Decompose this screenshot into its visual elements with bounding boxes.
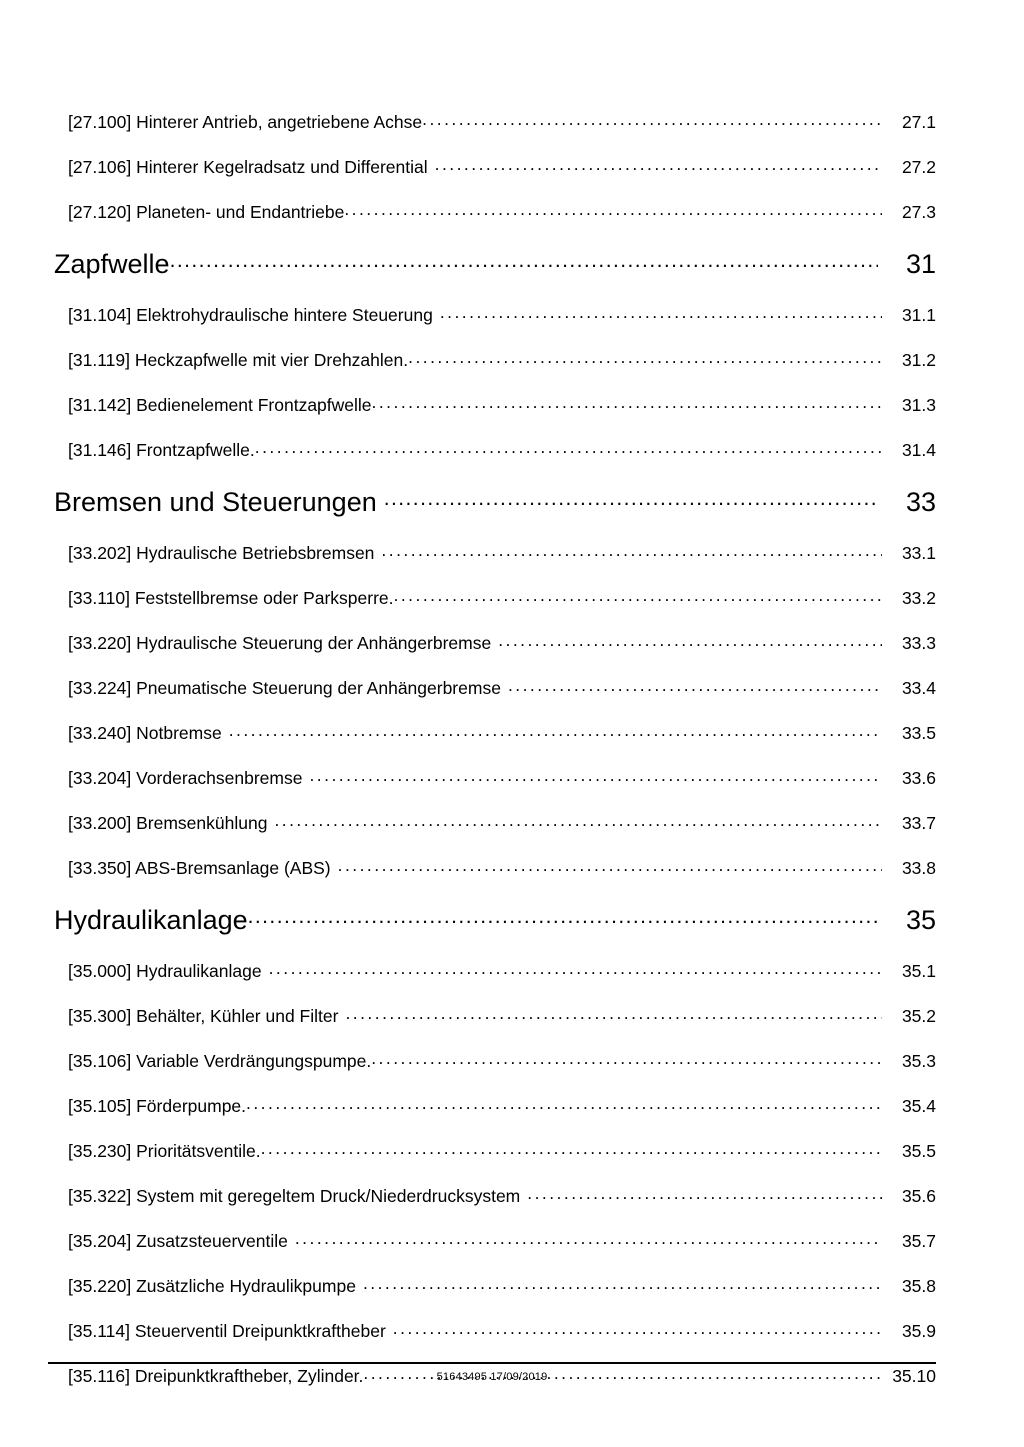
toc-entry-page-number: 27.2 — [901, 157, 936, 177]
toc-section-row[interactable] — [48, 473, 936, 531]
table-of-contents — [48, 100, 936, 1399]
toc-entry-label: [33.224] Pneumatische Steuerung der Anhängerbremse — [68, 678, 501, 698]
toc-entry-label: [31.146] Frontzapfwelle. — [68, 440, 255, 460]
toc-entry-label: [31.142] Bedienelement Frontzapfwelle — [68, 395, 372, 415]
dot-leader — [435, 142, 882, 187]
dot-leader — [363, 1261, 882, 1306]
toc-entry-page-number: 31.2 — [901, 350, 936, 370]
toc-entry-page-number: 33.2 — [901, 588, 936, 608]
toc-entry-page-number: 33.7 — [901, 813, 936, 833]
toc-section-label: Bremsen und Steuerungen — [54, 487, 377, 517]
toc-entry-label: [33.202] Hydraulische Betriebsbremsen — [68, 543, 375, 563]
toc-entry-label: [33.240] Notbremse — [68, 723, 222, 743]
toc-entry-row[interactable] — [48, 145, 936, 190]
toc-entry-row[interactable] — [48, 666, 936, 711]
dot-leader — [344, 187, 882, 232]
dot-leader — [269, 946, 882, 991]
toc-entry-label: [35.220] Zusätzliche Hydraulikpumpe — [68, 1276, 356, 1296]
toc-section-label: Hydraulikanlage — [54, 905, 248, 935]
dot-leader — [309, 753, 882, 798]
toc-entry-label: [33.220] Hydraulische Steuerung der Anhängerbremse — [68, 633, 492, 653]
toc-entry-row[interactable] — [48, 994, 936, 1039]
toc-entry-row[interactable] — [48, 100, 936, 145]
toc-section-page-number: 31 — [905, 249, 936, 279]
toc-entry-row[interactable] — [48, 1039, 936, 1084]
toc-entry-page-number: 31.1 — [901, 305, 936, 325]
toc-entry-page-number: 35.5 — [901, 1141, 936, 1161]
toc-entry-row[interactable] — [48, 1219, 936, 1264]
dot-leader — [170, 229, 878, 290]
toc-entry-label: [35.322] System mit geregeltem Druck/Niederdrucksystem — [68, 1186, 521, 1206]
toc-entry-page-number: 35.7 — [901, 1231, 936, 1251]
toc-entry-row[interactable] — [48, 1129, 936, 1174]
toc-entry-page-number: 35.6 — [901, 1186, 936, 1206]
toc-entry-page-number: 33.6 — [901, 768, 936, 788]
dot-leader — [255, 425, 882, 470]
toc-entry-page-number: 35.4 — [901, 1096, 936, 1116]
toc-entry-page-number: 35.2 — [901, 1006, 936, 1026]
toc-entry-row[interactable] — [48, 1264, 936, 1309]
dot-leader — [246, 1081, 882, 1126]
footer-text: 51643495 17/09/2019 — [436, 1371, 548, 1383]
dot-leader — [371, 1036, 882, 1081]
toc-entry-row[interactable] — [48, 1309, 936, 1354]
dot-leader — [393, 1306, 882, 1351]
toc-entry-label: [31.104] Elektrohydraulische hintere Steuerung — [68, 305, 433, 325]
dot-leader — [440, 290, 882, 335]
toc-entry-page-number: 27.3 — [901, 202, 936, 222]
dot-leader — [338, 843, 882, 888]
toc-entry-row[interactable] — [48, 338, 936, 383]
toc-entry-label: [35.230] Prioritätsventile. — [68, 1141, 261, 1161]
toc-entry-page-number: 27.1 — [901, 112, 936, 132]
dot-leader — [422, 97, 882, 142]
dot-leader — [384, 467, 878, 528]
toc-entry-label: [33.204] Vorderachsenbremse — [68, 768, 303, 788]
footer-divider — [48, 1362, 936, 1364]
toc-entry-label: [27.100] Hinterer Antrieb, angetriebene Achse — [68, 112, 423, 132]
toc-entry-label: [33.200] Bremsenkühlung — [68, 813, 268, 833]
toc-entry-label: [27.106] Hinterer Kegelradsatz und Differential — [68, 157, 428, 177]
toc-entry-label: [31.119] Heckzapfwelle mit vier Drehzahlen. — [68, 350, 409, 370]
dot-leader — [381, 528, 882, 573]
toc-entry-page-number: 33.4 — [901, 678, 936, 698]
toc-entry-page-number: 33.1 — [901, 543, 936, 563]
toc-entry-page-number: 31.3 — [901, 395, 936, 415]
toc-entry-label: [35.204] Zusatzsteuerventile — [68, 1231, 288, 1251]
toc-entry-row[interactable] — [48, 711, 936, 756]
dot-leader — [527, 1171, 882, 1216]
toc-entry-label: [35.300] Behälter, Kühler und Filter — [68, 1006, 339, 1026]
dot-leader — [408, 335, 882, 380]
toc-entry-label: [35.114] Steuerventil Dreipunktkraftheber — [68, 1321, 386, 1341]
toc-entry-row[interactable] — [48, 531, 936, 576]
toc-entry-label: [35.105] Förderpumpe. — [68, 1096, 247, 1116]
dot-leader — [229, 708, 882, 753]
toc-entry-row[interactable] — [48, 383, 936, 428]
toc-entry-row[interactable] — [48, 293, 936, 338]
toc-entry-page-number: 31.4 — [901, 440, 936, 460]
dot-leader — [394, 573, 882, 618]
dot-leader — [372, 380, 882, 425]
toc-entry-page-number: 33.5 — [901, 723, 936, 743]
dot-leader — [261, 1126, 882, 1171]
page-footer — [48, 1362, 936, 1383]
toc-entry-row[interactable] — [48, 576, 936, 621]
toc-entry-label: [33.350] ABS-Bremsanlage (ABS) — [68, 858, 331, 878]
toc-entry-page-number: 35.8 — [901, 1276, 936, 1296]
dot-leader — [508, 663, 882, 708]
toc-entry-label: [35.106] Variable Verdrängungspumpe. — [68, 1051, 372, 1071]
toc-section-row[interactable] — [48, 235, 936, 293]
toc-entry-row[interactable] — [48, 949, 936, 994]
toc-entry-page-number: 35.1 — [901, 961, 936, 981]
toc-entry-label: [35.000] Hydraulikanlage — [68, 961, 262, 981]
toc-section-label: Zapfwelle — [54, 249, 170, 279]
dot-leader — [345, 991, 882, 1036]
toc-entry-row[interactable] — [48, 1084, 936, 1129]
toc-section-row[interactable] — [48, 891, 936, 949]
toc-entry-row[interactable] — [48, 1174, 936, 1219]
toc-entry-page-number: 33.8 — [901, 858, 936, 878]
toc-entry-row[interactable] — [48, 801, 936, 846]
toc-entry-page-number: 35.10 — [892, 1366, 936, 1386]
toc-entry-row[interactable] — [48, 756, 936, 801]
dot-leader — [295, 1216, 882, 1261]
toc-entry-page-number: 33.3 — [901, 633, 936, 653]
toc-entry-label: [33.110] Feststellbremse oder Parksperre. — [68, 588, 394, 608]
dot-leader — [498, 618, 882, 663]
toc-entry-page-number: 35.3 — [901, 1051, 936, 1071]
dot-leader — [274, 798, 882, 843]
toc-entry-label: [27.120] Planeten- und Endantriebe — [68, 202, 345, 222]
toc-entry-row[interactable] — [48, 621, 936, 666]
toc-entry-label: [35.116] Dreipunktkraftheber, Zylinder. — [68, 1366, 364, 1386]
toc-section-page-number: 33 — [905, 487, 936, 517]
dot-leader — [248, 885, 878, 946]
toc-entry-page-number: 35.9 — [901, 1321, 936, 1341]
toc-section-page-number: 35 — [905, 905, 936, 935]
